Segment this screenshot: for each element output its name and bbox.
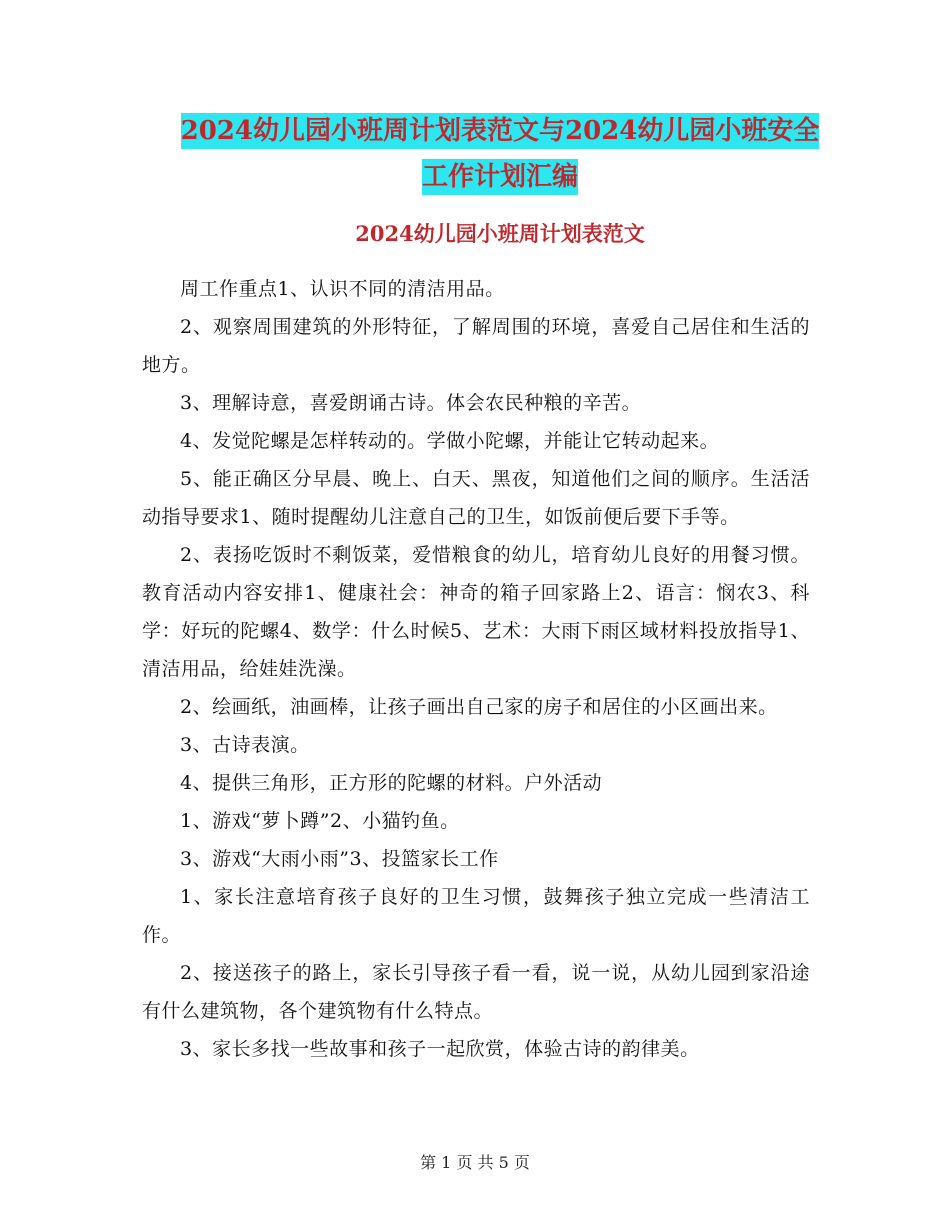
paragraph-12: 1、家长注意培育孩子良好的卫生习惯，鼓舞孩子独立完成一些清洁工作。 (142, 886, 810, 946)
paragraph-6: 2、表扬吃饭时不剩饭菜，爱惜粮食的幼儿，培育幼儿良好的用餐习惯。教育活动内容安排1、健康社会：神奇的箱子回家路上2、语言：悯农3、科学：好玩的陀螺4、数学：什么时候5、艺术：大雨下雨区域材料投放指导1、清洁用品，给娃娃洗澡。 (142, 544, 810, 680)
paragraph-5: 5、能正确区分早晨、晚上、白天、黑夜，知道他们之间的顺序。生活活动指导要求1、随时提醒幼儿注意自己的卫生，如饭前便后要下手等。 (142, 468, 810, 528)
document-title-line2: 工作计划汇编 (422, 159, 578, 195)
paragraph-13: 2、接送孩子的路上，家长引导孩子看一看，说一说，从幼儿园到家沿途有什么建筑物，各个建筑物有什么特点。 (142, 962, 810, 1022)
paragraph-3: 3、理解诗意，喜爱朗诵古诗。体会农民种粮的辛苦。 (180, 392, 642, 414)
paragraph-7: 2、绘画纸，油画棒，让孩子画出自己家的房子和居住的小区画出来。 (180, 696, 778, 718)
paragraph-2: 2、观察周围建筑的外形特征，了解周围的环境，喜爱自己居住和生活的地方。 (142, 316, 810, 376)
body-text (142, 270, 810, 1068)
section-title: 2024幼儿园小班周计划表范文 (355, 221, 645, 246)
paragraph-1: 周工作重点1、认识不同的清洁用品。 (180, 278, 505, 300)
document-title (140, 108, 860, 200)
paragraph-10: 1、游戏“萝卜蹲”2、小猫钓鱼。 (180, 810, 460, 832)
paragraph-8: 3、古诗表演。 (180, 734, 310, 756)
paragraph-9: 4、提供三角形，正方形的陀螺的材料。户外活动 (180, 772, 603, 794)
paragraph-4: 4、发觉陀螺是怎样转动的。学做小陀螺，并能让它转动起来。 (180, 430, 720, 452)
paragraph-11: 3、游戏“大雨小雨”3、投篮家长工作 (180, 848, 499, 870)
page-footer: 第 1 页 共 5 页 (420, 1153, 530, 1172)
document-title-line1: 2024幼儿园小班周计划表范文与2024幼儿园小班安全 (181, 113, 820, 149)
paragraph-14: 3、家长多找一些故事和孩子一起欣赏，体验古诗的韵律美。 (180, 1038, 700, 1060)
